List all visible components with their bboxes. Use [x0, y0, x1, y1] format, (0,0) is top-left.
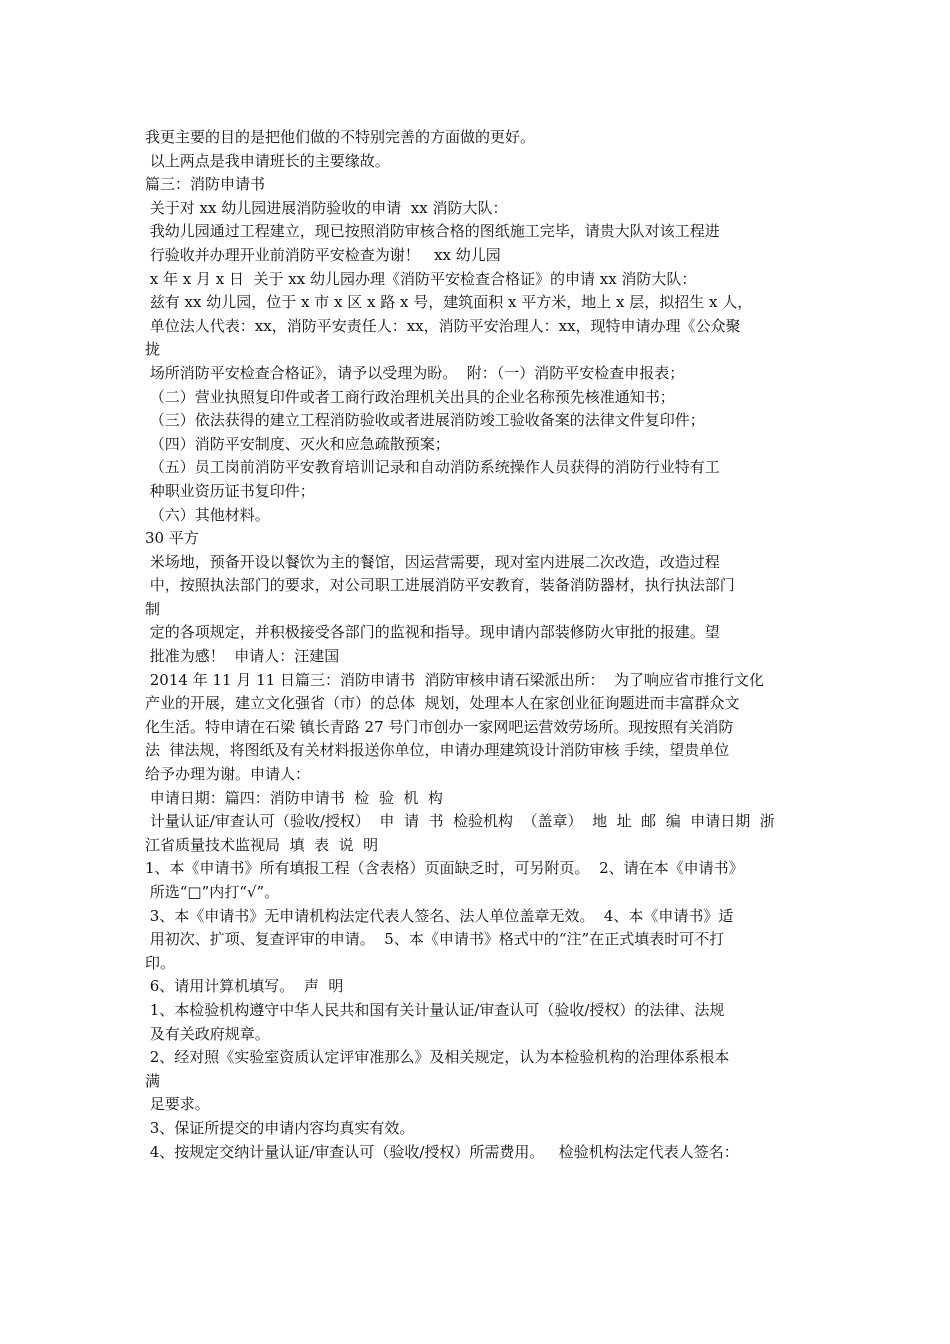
text-line: （三）依法获得的建立工程消防验收或者进展消防竣工验收备案的法律文件复印件；: [145, 411, 705, 430]
text-line: 批准为感！ 申请人：汪建国: [145, 647, 340, 666]
document-body: [145, 126, 825, 1164]
text-line: 给予办理为谢。申请人：: [145, 765, 311, 784]
text-line: （二）营业执照复印件或者工商行政治理机关出具的企业名称预先核准通知书；: [145, 387, 675, 406]
text-line: 2、经对照《实验室资质认定评审准那么》及相关规定，认为本检验机构的治理体系根本: [145, 1048, 730, 1067]
text-line: 行验收并办理开业前消防平安检查为谢！ xx 幼儿园: [145, 245, 501, 264]
text-line: 江省质量技术监视局 填 表 说 明: [145, 835, 379, 854]
text-line: 种职业资历证书复印件；: [145, 481, 315, 500]
text-line: 单位法人代表：xx，消防平安责任人：xx，消防平安治理人：xx，现特申请办理《公众聚: [145, 316, 741, 335]
text-line: 计量认证/审查认可（验收/授权） 申 请 书 检验机构 （盖章） 地 址 邮 编 申请日期 浙: [145, 812, 775, 831]
text-line: x 年 x 月 x 日 关于 xx 幼儿园办理《消防平安检查合格证》的申请 xx 消防大队：: [145, 269, 697, 288]
text-line: 关于对 xx 幼儿园进展消防验收的申请 xx 消防大队：: [145, 198, 508, 217]
text-line: 印。: [145, 953, 176, 972]
text-line: 2014 年 11 月 11 日篇三：消防申请书 消防审核申请石梁派出所： 为了响应省市推行文化: [145, 670, 765, 689]
text-line: 制: [145, 599, 161, 618]
text-line: 用初次、扩项、复查评审的申请。 5、本《申请书》格式中的“注”在正式填表时可不打: [145, 930, 725, 949]
text-line: 篇三：消防申请书: [145, 175, 266, 194]
text-line: 以上两点是我申请班长的主要缘故。: [145, 151, 390, 170]
text-line: 1、本《申请书》所有填报工程（含表格）页面缺乏时，可另附页。 2、请在本《申请书》: [145, 859, 744, 878]
text-line: （六）其他材料。: [145, 505, 270, 524]
text-line: 3、保证所提交的申请内容均真实有效。: [145, 1118, 415, 1137]
text-line: 所选“□”内打“√”。: [145, 883, 280, 901]
text-line: 3、本《申请书》无申请机构法定代表人签名、法人单位盖章无效。 4、本《申请书》适: [145, 906, 734, 925]
text-line: （五）员工岗前消防平安教育培训记录和自动消防系统操作人员获得的消防行业特有工: [145, 458, 720, 477]
text-line: 场所消防平安检查合格证》，请予以受理为盼。 附：（一）消防平安检查申报表；: [145, 363, 685, 382]
text-line: 申请日期：篇四：消防申请书 检 验 机 构: [145, 788, 443, 807]
text-line: 中，按照执法部门的要求，对公司职工进展消防平安教育，装备消防器材，执行执法部门: [145, 576, 735, 595]
text-line: 兹有 xx 幼儿园，位于 x 市 x 区 x 路 x 号，建筑面积 x 平方米，地上 x 层，拟招生 x 人，: [145, 293, 753, 312]
text-line: （四）消防平安制度、灭火和应急疏散预案；: [145, 434, 450, 453]
text-line: 我幼儿园通过工程建立，现已按照消防审核合格的图纸施工完毕，请贵大队对该工程进: [145, 222, 720, 241]
text-line: 4、按规定交纳计量认证/审查认可（验收/授权）所需费用。 检验机构法定代表人签名：: [145, 1142, 739, 1161]
text-line: 拢: [145, 340, 161, 359]
text-line: 30 平方: [145, 529, 199, 548]
text-line: 满: [145, 1071, 161, 1090]
text-line: 产业的开展，建立文化强省（市）的总体 规划，处理本人在家创业征询题进而丰富群众文: [145, 694, 740, 713]
text-line: 足要求。: [145, 1095, 210, 1114]
text-line: 我更主要的目的是把他们做的不特别完善的方面做的更好。: [145, 128, 536, 146]
text-line: 1、本检验机构遵守中华人民共和国有关计量认证/审查认可（验收/授权）的法律、法规: [145, 1000, 725, 1019]
text-line: 及有关政府规章。: [145, 1024, 270, 1043]
text-line: 定的各项规定，并积极接受各部门的监视和指导。现申请内部装修防火审批的报建。望: [145, 623, 720, 642]
text-line: 米场地，预备开设以餐饮为主的餐馆，因运营需要，现对室内进展二次改造，改造过程: [145, 552, 720, 571]
text-line: 6、请用计算机填写。 声 明: [145, 977, 344, 996]
text-line: 化生活。特申请在石梁 镇长青路 27 号门市创办一家网吧运营效劳场所。现按照有关消防: [145, 717, 734, 736]
text-line: 法 律法规，将图纸及有关材料报送你单位，申请办理建筑设计消防审核 手续，望贵单位: [145, 741, 730, 760]
